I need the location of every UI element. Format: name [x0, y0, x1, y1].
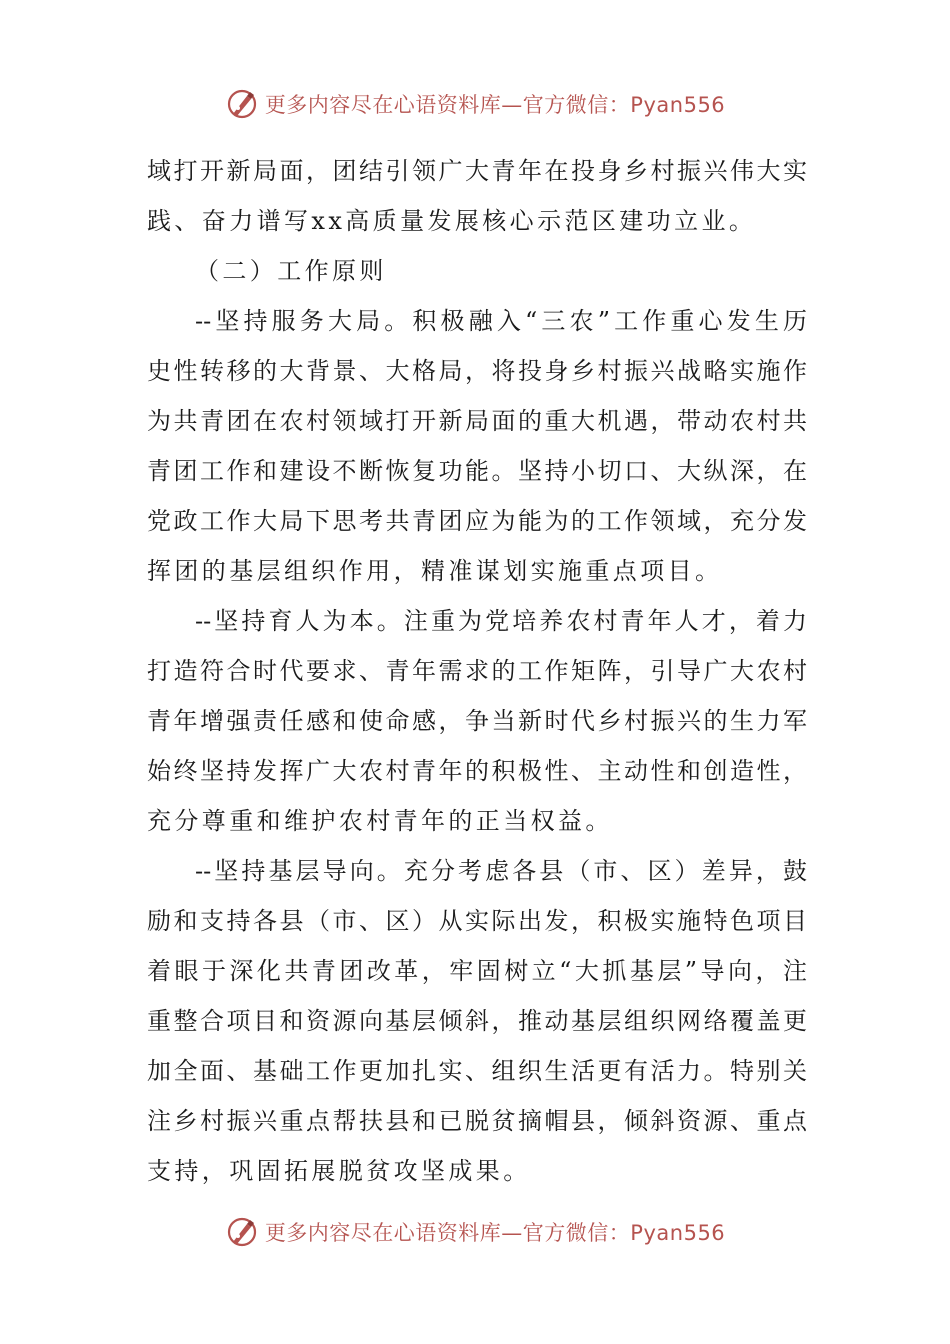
text-line: 打造符合时代要求、青年需求的工作矩阵，引导广大农村 [147, 657, 807, 685]
text-line: --坚持育人为本。注重为党培养农村青年人才，着力 [195, 607, 807, 635]
text-line: 支持，巩固拓展脱贫攻坚成果。 [147, 1157, 531, 1185]
text-line: 青年增强责任感和使命感，争当新时代乡村振兴的生力军 [147, 707, 807, 735]
paragraph-people-oriented [147, 596, 807, 846]
paragraph-serve-overall [147, 296, 807, 596]
paragraph-intro-continued [147, 146, 807, 246]
footer-watermark [0, 1212, 950, 1252]
text-line: 挥团的基层组织作用，精准谋划实施重点项目。 [147, 557, 723, 585]
text-line: 党政工作大局下思考共青团应为能为的工作领域，充分发 [147, 507, 807, 535]
pen-seal-icon [225, 1215, 259, 1249]
text-line: 青团工作和建设不断恢复功能。坚持小切口、大纵深，在 [147, 457, 807, 485]
text-line: 着眼于深化共青团改革，牢固树立“大抓基层”导向，注 [147, 957, 807, 985]
text-line: --坚持服务大局。积极融入“三农”工作重心发生历 [195, 307, 807, 335]
text-line: 域打开新局面，团结引领广大青年在投身乡村振兴伟大实 [147, 157, 807, 185]
section-heading: （二）工作原则 [195, 257, 387, 285]
watermark-text: 更多内容尽在心语资料库—官方微信：Pyan556 [264, 1221, 726, 1245]
header-watermark [0, 84, 950, 124]
text-line: 充分尊重和维护农村青年的正当权益。 [147, 807, 613, 835]
watermark-text: 更多内容尽在心语资料库—官方微信：Pyan556 [264, 93, 726, 117]
text-line: 重整合项目和资源向基层倾斜，推动基层组织网络覆盖更 [147, 1007, 807, 1035]
text-line: 践、奋力谱写xx高质量发展核心示范区建功立业。 [147, 207, 757, 235]
paragraph-grassroots [147, 846, 807, 1196]
text-line: 注乡村振兴重点帮扶县和已脱贫摘帽县，倾斜资源、重点 [147, 1107, 807, 1135]
text-line: 始终坚持发挥广大农村青年的积极性、主动性和创造性， [147, 757, 807, 785]
text-line: 励和支持各县（市、区）从实际出发，积极实施特色项目 [147, 907, 807, 935]
section-heading-principles [147, 246, 807, 296]
document-body [147, 146, 807, 1196]
text-line: 史性转移的大背景、大格局，将投身乡村振兴战略实施作 [147, 357, 807, 385]
pen-seal-icon [225, 87, 259, 121]
text-line: --坚持基层导向。充分考虑各县（市、区）差异，鼓 [195, 857, 807, 885]
text-line: 加全面、基础工作更加扎实、组织生活更有活力。特别关 [147, 1057, 807, 1085]
text-line: 为共青团在农村领域打开新局面的重大机遇，带动农村共 [147, 407, 807, 435]
